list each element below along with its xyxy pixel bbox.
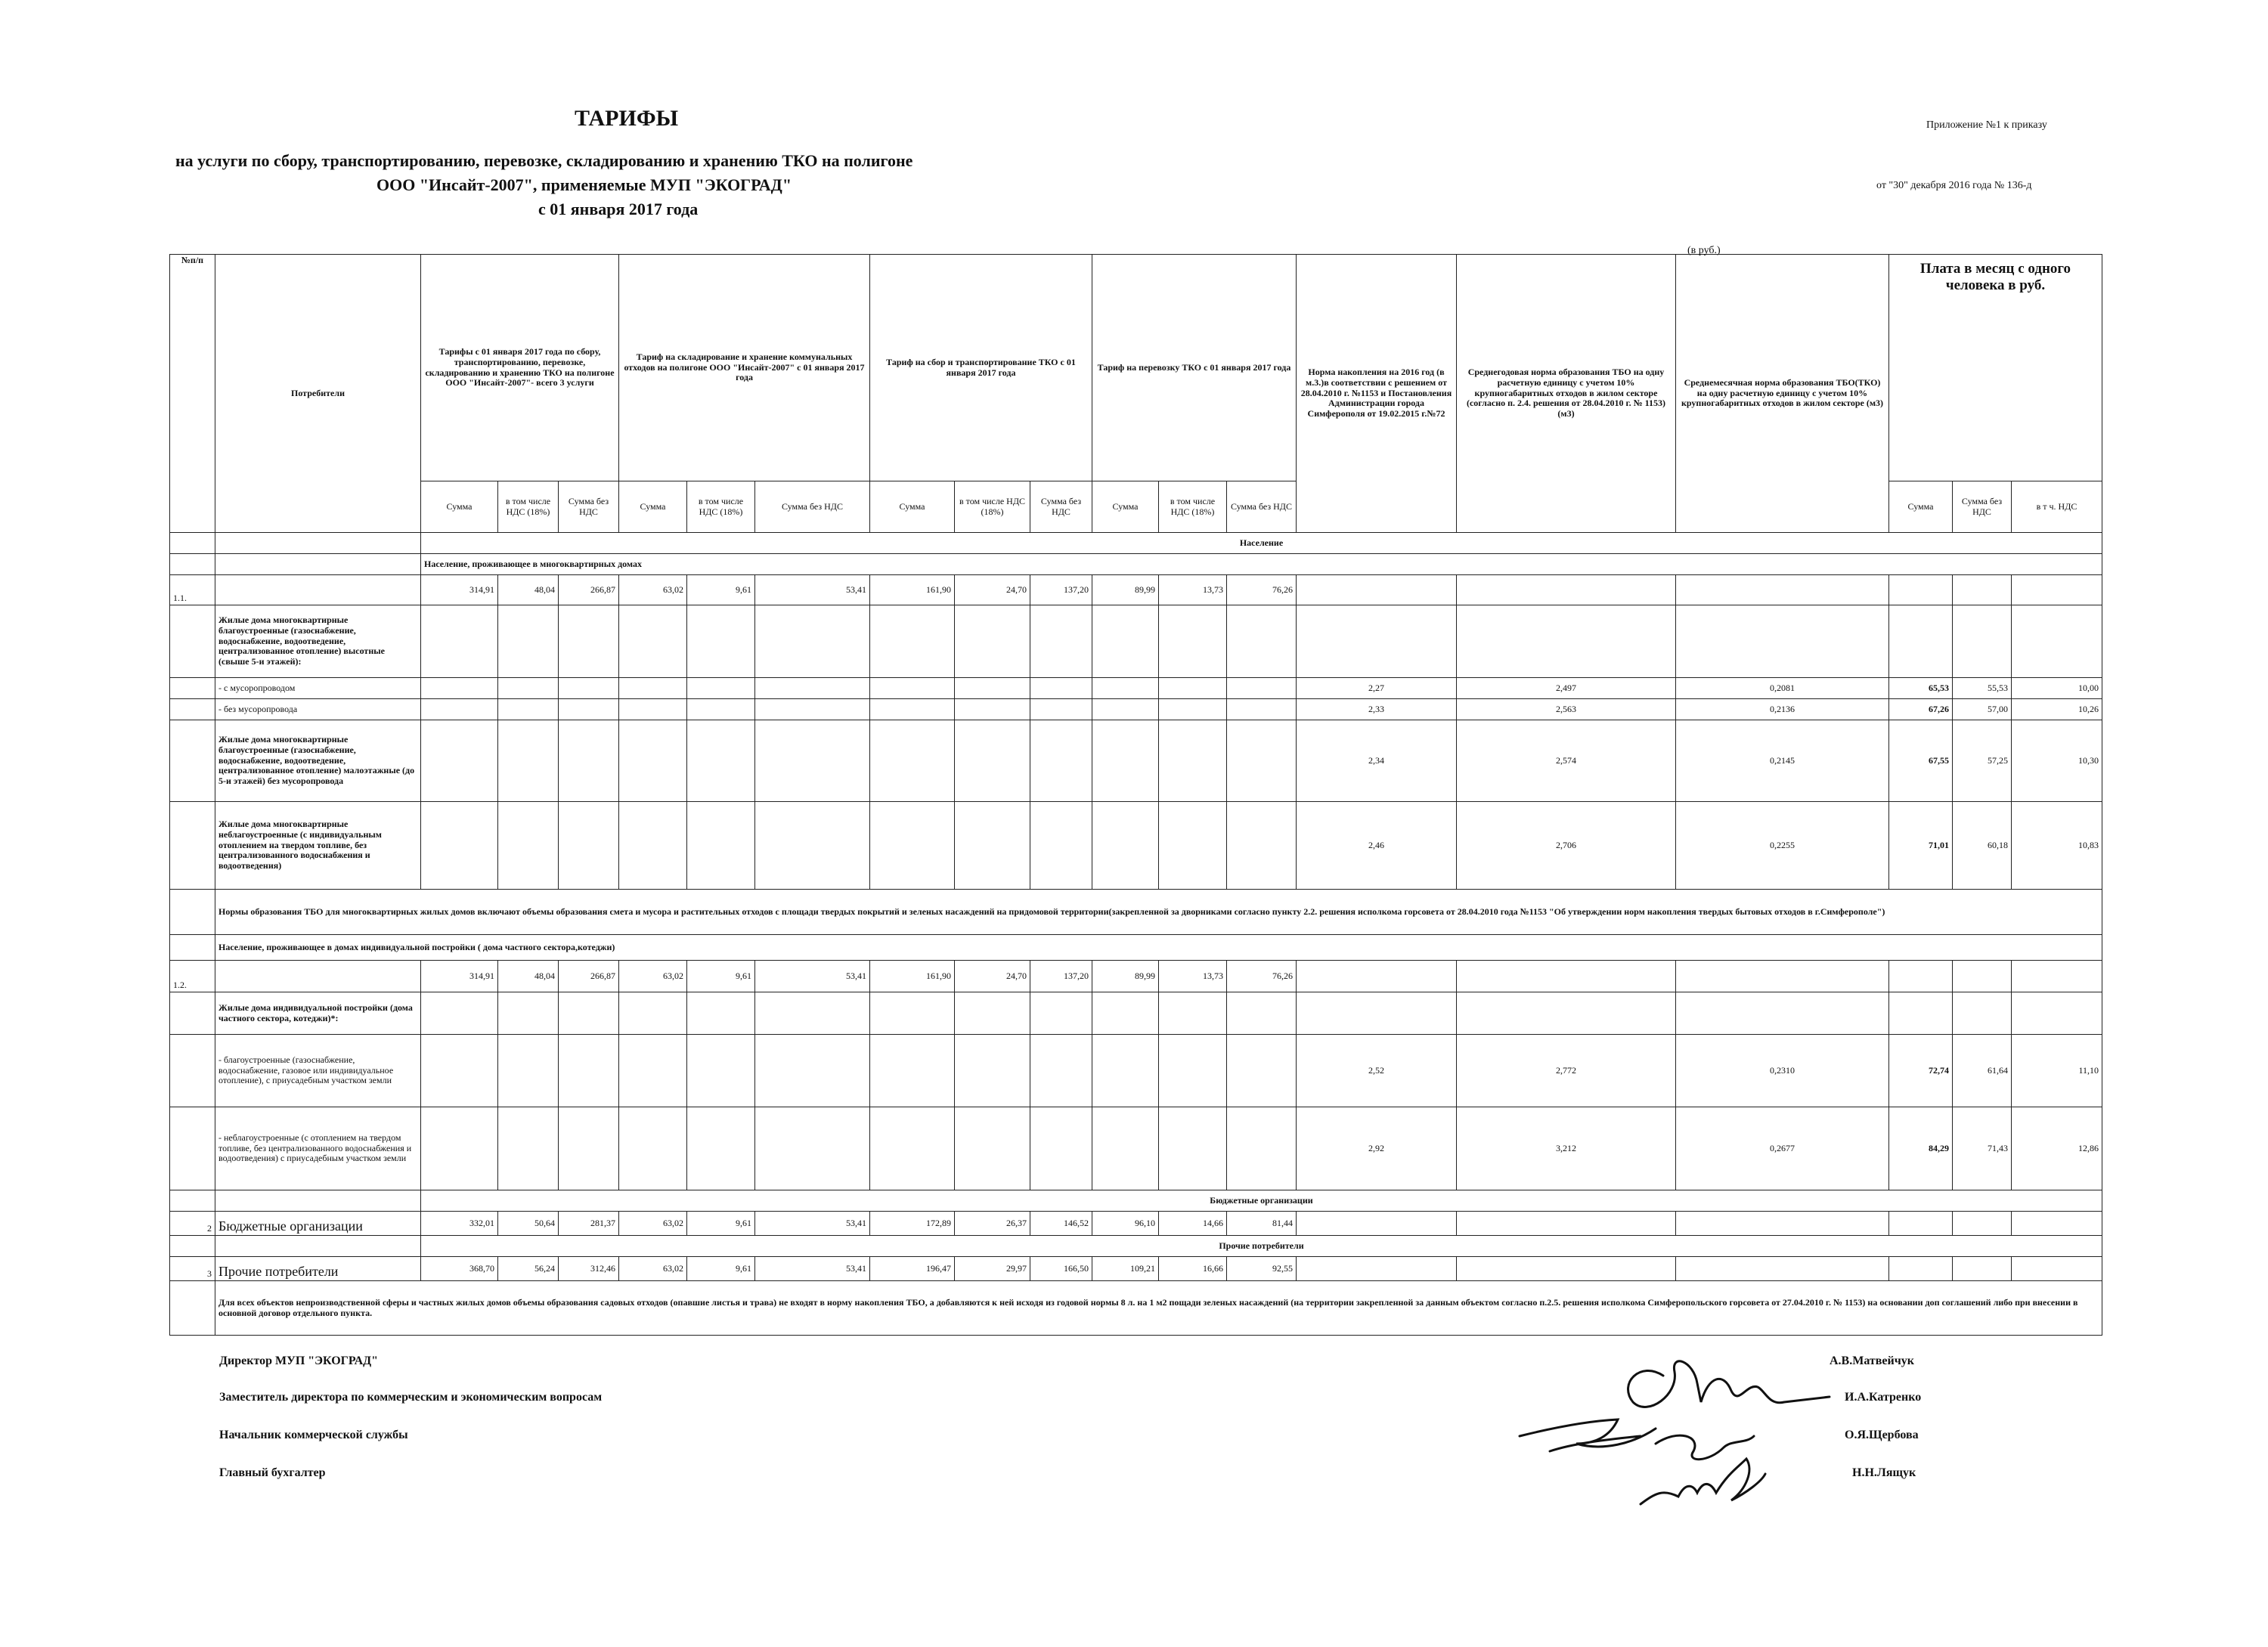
value-cell: 161,90 <box>870 961 955 992</box>
value-cell: 24,70 <box>955 961 1030 992</box>
payment-value: 12,86 <box>2012 1107 2102 1190</box>
value-cell: 332,01 <box>421 1212 498 1236</box>
sub-sum: Сумма <box>421 481 498 533</box>
header-total-tariff: Тарифы с 01 января 2017 года по сбору, транспортированию, перевозке, складированию и хранению ТКО на полигоне ООО "Инсайт-2007"- всего 3 услуги <box>421 255 619 481</box>
note-garden-waste: Для всех объектов непроизводственной сферы и частных жилых домов объемы образования садовых отходов (опавшие листья и трава) не входят в норму накопления ТБО, а добавляются к ней исходя из годовой нормы 8 л. на 1 м2 пощади зеленых насаждений (на территории закрепленной за данным объектом согласно п.2.5. решения исполкома Симферопольского горсовета от 27.04.2010 г. № 1153) на основании доп соглашений либо при внесении в основной договор отдельного пункта. <box>215 1281 2102 1336</box>
value-cell: 63,02 <box>619 1212 687 1236</box>
payment-value: 57,00 <box>1953 699 2012 720</box>
payment-value: 67,26 <box>1889 699 1953 720</box>
num-header: №п/п <box>170 255 215 533</box>
note-apartment-norms: Нормы образования ТБО для многоквартирных жилых домов включают объемы образования смета и мусора и растительных отходов с площади твердых покрытий и зеленых насаждений на придомовой территории(закрепленной за дворниками согласно пункту 2.2. решения исполкома горсовета от 28.04.2010 года №1153 "Об утверждении норм накопления твердых бытовых отходов в г.Симферополе") <box>215 890 2102 935</box>
signature-position-chief-accountant: Главный бухгалтер <box>219 1466 326 1479</box>
value-cell: 53,41 <box>755 1257 870 1281</box>
pay-sub-vat: в т ч. НДС <box>2012 481 2102 533</box>
table-row <box>170 720 2102 802</box>
header-monthly-payment: Плата в месяц с одного человека в руб. <box>1889 255 2102 481</box>
table-row <box>170 699 2102 720</box>
value-cell: 63,02 <box>619 961 687 992</box>
value-cell: 96,10 <box>1092 1212 1159 1236</box>
table-row <box>170 992 2102 1035</box>
value-cell: 137,20 <box>1030 961 1092 992</box>
norm-value: 2,46 <box>1297 802 1457 890</box>
sub-sum: Сумма <box>1092 481 1159 533</box>
norm-value: 2,27 <box>1297 678 1457 699</box>
header-transport-tariff: Тариф на перевозку ТКО с 01 января 2017 года <box>1092 255 1297 481</box>
value-cell: 89,99 <box>1092 961 1159 992</box>
sub-vat: в том числе НДС (18%) <box>687 481 755 533</box>
payment-value: 71,43 <box>1953 1107 2012 1190</box>
payment-value: 60,18 <box>1953 802 2012 890</box>
row-label: Жилые дома многоквартирные благоустроенные (газоснабжение, водоснабжение, водоотведение, централизованное отопление) высотные (свыше 5-и этажей): <box>215 605 421 678</box>
norm-value: 2,33 <box>1297 699 1457 720</box>
value-cell: 81,44 <box>1227 1212 1297 1236</box>
sub-novat: Сумма без НДС <box>755 481 870 533</box>
payment-value: 55,53 <box>1953 678 2012 699</box>
payment-value: 71,01 <box>1889 802 1953 890</box>
value-cell: 48,04 <box>498 575 559 605</box>
subtitle-line-1: на услуги по сбору, транспортированию, перевозке, складированию и хранению ТКО на полигоне <box>175 151 913 170</box>
value-cell: 92,55 <box>1227 1257 1297 1281</box>
sub-sum: Сумма <box>870 481 955 533</box>
group-private-houses: Население, проживающее в домах индивидуальной постройки ( дома частного сектора,котеджи) <box>215 935 2102 961</box>
signature-position-commercial-head: Начальник коммерческой службы <box>219 1429 408 1441</box>
row-label: Жилые дома индивидуальной постройки (дома частного сектора, котеджи)*: <box>215 992 421 1035</box>
payment-value: 61,64 <box>1953 1035 2012 1107</box>
value-cell: 166,50 <box>1030 1257 1092 1281</box>
section-other: Прочие потребители <box>421 1236 2102 1257</box>
payment-value: 84,29 <box>1889 1107 1953 1190</box>
table-row <box>170 605 2102 678</box>
norm-value: 2,574 <box>1457 720 1676 802</box>
signature-position-deputy: Заместитель директора по коммерческим и экономическим вопросам <box>219 1391 603 1404</box>
group-apartment-buildings: Население, проживающее в многоквартирных домах <box>421 554 2102 575</box>
row-number: 1.2. <box>170 961 215 992</box>
value-cell: 109,21 <box>1092 1257 1159 1281</box>
section-population: Население <box>421 533 2102 554</box>
signature-stroke-3 <box>1656 1435 1754 1460</box>
sub-sum: Сумма <box>619 481 687 533</box>
header-row <box>170 255 2102 481</box>
table-row <box>170 802 2102 890</box>
value-cell: 137,20 <box>1030 575 1092 605</box>
value-cell: 9,61 <box>687 1212 755 1236</box>
value-cell: 76,26 <box>1227 961 1297 992</box>
sub-vat: в том числе НДС (18%) <box>1159 481 1227 533</box>
row-label: - благоустроенные (газоснабжение, водоснабжение, газовое или индивидуальное отопление), с приусадебным участком земли <box>215 1035 421 1107</box>
value-cell: 146,52 <box>1030 1212 1092 1236</box>
norm-value: 2,706 <box>1457 802 1676 890</box>
norm-value: 2,563 <box>1457 699 1676 720</box>
value-cell: 63,02 <box>619 1257 687 1281</box>
subtitle-line-3: с 01 января 2017 года <box>538 200 699 218</box>
payment-value: 10,30 <box>2012 720 2102 802</box>
value-cell: 266,87 <box>559 961 619 992</box>
norm-value: 2,34 <box>1297 720 1457 802</box>
norm-value: 2,772 <box>1457 1035 1676 1107</box>
value-cell: 53,41 <box>755 961 870 992</box>
value-cell: 48,04 <box>498 961 559 992</box>
value-cell: 63,02 <box>619 575 687 605</box>
page-title: ТАРИФЫ <box>575 106 679 131</box>
value-cell: 26,37 <box>955 1212 1030 1236</box>
row-label: Жилые дома многоквартирные неблагоустроенные (с индивидуальным отоплением на твердом топливе, без централизованного водоснабжения и водоотведения) <box>215 802 421 890</box>
header-norm-2016: Норма накопления на 2016 год (в м.3.)в соответствии с решением от 28.04.2010 г. №1153 и Постановления Администрации города Симферополя от 19.02.2015 г.№72 <box>1297 255 1457 533</box>
norm-value: 0,2081 <box>1676 678 1889 699</box>
value-cell: 14,66 <box>1159 1212 1227 1236</box>
payment-value: 67,55 <box>1889 720 1953 802</box>
unit-note: (в руб.) <box>1687 245 1721 256</box>
section-budget: Бюджетные организации <box>421 1190 2102 1212</box>
value-cell: 172,89 <box>870 1212 955 1236</box>
table-row <box>170 678 2102 699</box>
header-norm-monthly: Среднемесячная норма образования ТБО(ТКО) на одну расчетную единицу с учетом 10% крупногабаритных отходов в жилом секторе (м3) <box>1676 255 1889 533</box>
row-label: Жилые дома многоквартирные благоустроенные (газоснабжение, водоснабжение, водоотведение, централизованное отопление) малоэтажные (до 5-и этажей) без мусоропровода <box>215 720 421 802</box>
signature-stroke-4 <box>1641 1459 1765 1504</box>
value-cell: 281,37 <box>559 1212 619 1236</box>
signature-name-deputy: И.А.Катренко <box>1845 1391 1922 1404</box>
norm-value: 0,2310 <box>1676 1035 1889 1107</box>
norm-value: 0,2145 <box>1676 720 1889 802</box>
header-norm-annual: Среднегодовая норма образования ТБО на одну расчетную единицу с учетом 10% крупногабаритных отходов в жилом секторе (согласно п. 2.4. решения от 28.04.2010 г. № 1153) (м3) <box>1457 255 1676 533</box>
value-cell: 161,90 <box>870 575 955 605</box>
value-cell: 16,66 <box>1159 1257 1227 1281</box>
table-row <box>170 1035 2102 1107</box>
norm-value: 2,52 <box>1297 1035 1457 1107</box>
value-cell: 266,87 <box>559 575 619 605</box>
handwritten-signatures <box>1504 1330 1852 1527</box>
table-row <box>170 1257 2102 1281</box>
norm-value: 0,2677 <box>1676 1107 1889 1190</box>
row-label: - с мусоропроводом <box>215 678 421 699</box>
sub-novat: Сумма без НДС <box>1030 481 1092 533</box>
table-row <box>170 1212 2102 1236</box>
pay-sub-sum: Сумма <box>1889 481 1953 533</box>
pay-sub-novat: Сумма без НДС <box>1953 481 2012 533</box>
value-cell: 24,70 <box>955 575 1030 605</box>
value-cell: 312,46 <box>559 1257 619 1281</box>
value-cell: 56,24 <box>498 1257 559 1281</box>
row-number: 3 <box>170 1257 215 1281</box>
payment-value: 10,00 <box>2012 678 2102 699</box>
sub-vat: в том числе НДС (18%) <box>498 481 559 533</box>
table-row <box>170 1107 2102 1190</box>
value-cell: 89,99 <box>1092 575 1159 605</box>
subtitle-line-2: ООО "Инсайт-2007", применяемые МУП "ЭКОГРАД" <box>376 175 792 194</box>
value-cell: 50,64 <box>498 1212 559 1236</box>
row-label: Прочие потребители <box>215 1257 421 1281</box>
payment-value: 11,10 <box>2012 1035 2102 1107</box>
signature-stroke-2 <box>1520 1419 1656 1451</box>
norm-value: 2,497 <box>1457 678 1676 699</box>
consumers-header: Потребители <box>215 255 421 533</box>
table-row <box>170 961 2102 992</box>
table-row <box>170 575 2102 605</box>
value-cell: 314,91 <box>421 961 498 992</box>
row-label: - без мусоропровода <box>215 699 421 720</box>
value-cell: 13,73 <box>1159 575 1227 605</box>
norm-value: 0,2136 <box>1676 699 1889 720</box>
value-cell: 13,73 <box>1159 961 1227 992</box>
payment-value: 57,25 <box>1953 720 2012 802</box>
header-storage-tariff: Тариф на складирование и хранение коммунальных отходов на полигоне ООО "Инсайт-2007" с 01 января 2017 года <box>619 255 870 481</box>
signature-stroke-1 <box>1628 1361 1830 1407</box>
signature-name-chief-accountant: Н.Н.Лящук <box>1852 1466 1916 1479</box>
norm-value: 3,212 <box>1457 1107 1676 1190</box>
row-label: - неблагоустроенные (с отоплением на твердом топливе, без централизованного водоснабжения и водоотведения) с приусадебным участком земли <box>215 1107 421 1190</box>
signature-name-director: А.В.Матвейчук <box>1830 1354 1914 1367</box>
payment-value: 72,74 <box>1889 1035 1953 1107</box>
header-collection-tariff: Тариф на сбор и транспортирование ТКО с 01 января 2017 года <box>870 255 1092 481</box>
value-cell: 9,61 <box>687 1257 755 1281</box>
value-cell: 76,26 <box>1227 575 1297 605</box>
row-number: 2 <box>170 1212 215 1236</box>
signature-position-director: Директор МУП "ЭКОГРАД" <box>219 1354 379 1367</box>
norm-value: 0,2255 <box>1676 802 1889 890</box>
value-cell: 9,61 <box>687 575 755 605</box>
sub-vat: в том числе НДС (18%) <box>955 481 1030 533</box>
value-cell: 314,91 <box>421 575 498 605</box>
sub-novat: Сумма без НДС <box>1227 481 1297 533</box>
order-reference: от "30" декабря 2016 года № 136-д <box>1876 180 2032 191</box>
payment-value: 10,26 <box>2012 699 2102 720</box>
value-cell: 9,61 <box>687 961 755 992</box>
norm-value: 2,92 <box>1297 1107 1457 1190</box>
tariff-table <box>169 254 2102 1336</box>
value-cell: 196,47 <box>870 1257 955 1281</box>
value-cell: 53,41 <box>755 575 870 605</box>
appendix-label: Приложение №1 к приказу <box>1926 119 2047 131</box>
payment-value: 10,83 <box>2012 802 2102 890</box>
value-cell: 53,41 <box>755 1212 870 1236</box>
row-number: 1.1. <box>170 575 215 605</box>
row-label: Бюджетные организации <box>215 1212 421 1236</box>
sub-novat: Сумма без НДС <box>559 481 619 533</box>
signature-name-commercial-head: О.Я.Щербова <box>1845 1429 1919 1441</box>
payment-value: 65,53 <box>1889 678 1953 699</box>
value-cell: 368,70 <box>421 1257 498 1281</box>
value-cell: 29,97 <box>955 1257 1030 1281</box>
